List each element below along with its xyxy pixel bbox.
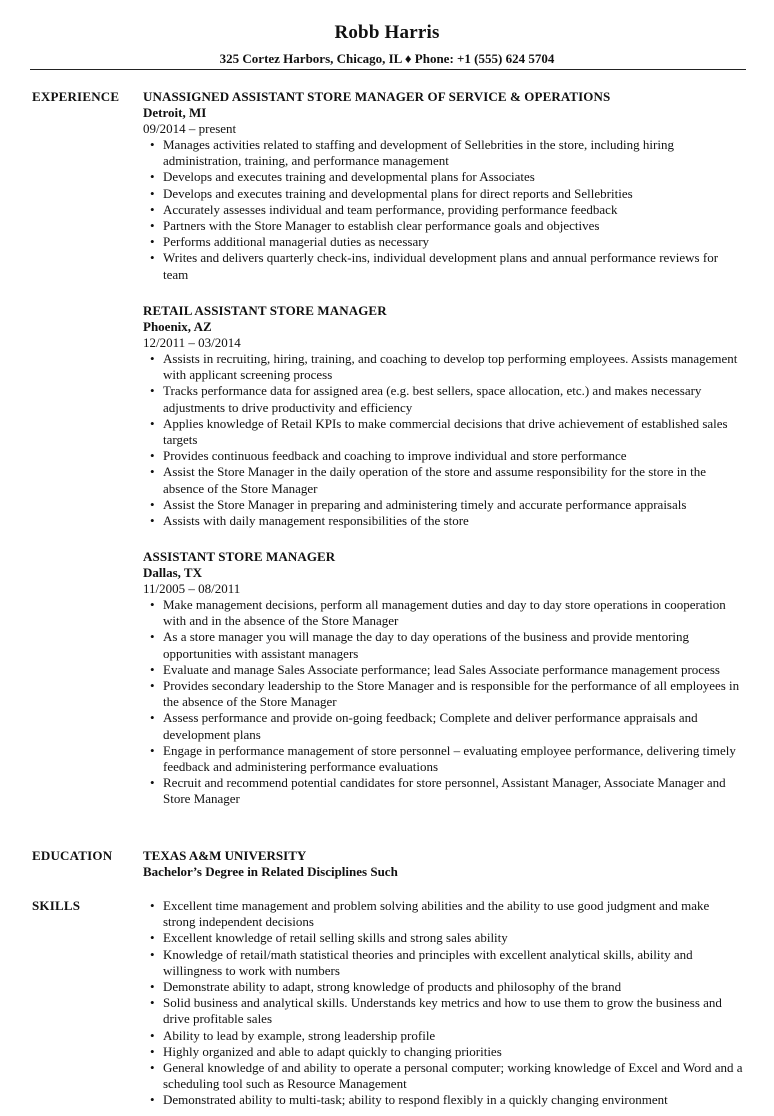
list-item: • Assist the Store Manager in the daily operation of the store and assume responsibility for the store in the absence of the Store Manager xyxy=(163,464,743,496)
job-dates: 11/2005 – 08/2011 xyxy=(143,581,241,596)
list-item: • Solid business and analytical skills. Understands key metrics and how to use them to grow the business and drive profitable sales xyxy=(163,995,743,1027)
list-item: • Manages activities related to staffing and development of Sellebrities in the store, including hiring administration, training, and performance management xyxy=(163,137,743,169)
job-1 xyxy=(143,89,743,283)
list-item: • Partners with the Store Manager to establish clear performance goals and objectives xyxy=(163,218,743,234)
list-item: • Accurately assesses individual and team performance, providing performance feedback xyxy=(163,202,743,218)
education-entry xyxy=(143,848,743,880)
list-item: • As a store manager you will manage the day to day operations of the business and provide mentoring opportunities with assistant managers xyxy=(163,629,743,661)
job-dates: 12/2011 – 03/2014 xyxy=(143,335,241,350)
list-item: • Demonstrated ability to multi-task; ability to respond flexibly in a quickly changing environment xyxy=(163,1092,743,1108)
header-divider xyxy=(30,69,746,70)
list-item: • Applies knowledge of Retail KPIs to make commercial decisions that drive achievement of established sales targets xyxy=(163,416,743,448)
school-name: TEXAS A&M UNIVERSITY xyxy=(143,848,307,863)
list-item: • General knowledge of and ability to operate a personal computer; working knowledge of Excel and Word and a scheduling tool such as Resource Management xyxy=(163,1060,743,1092)
list-item: • Develops and executes training and developmental plans for Associates xyxy=(163,169,743,185)
job-title: UNASSIGNED ASSISTANT STORE MANAGER OF SERVICE & OPERATIONS xyxy=(143,89,611,104)
degree: Bachelor’s Degree in Related Disciplines Such xyxy=(143,864,398,879)
list-item: • Highly organized and able to adapt quickly to changing priorities xyxy=(163,1044,743,1060)
job-dates: 09/2014 – present xyxy=(143,121,237,136)
list-item: • Engage in performance management of store personnel – evaluating employee performance, delivering timely feedback and administering performance evaluations xyxy=(163,743,743,775)
experience-label: EXPERIENCE xyxy=(32,89,120,104)
job-location: Detroit, MI xyxy=(143,105,207,120)
job-3 xyxy=(143,549,743,808)
list-item: • Provides continuous feedback and coaching to improve individual and store performance xyxy=(163,448,743,464)
job-title: ASSISTANT STORE MANAGER xyxy=(143,549,336,564)
list-item: • Excellent knowledge of retail selling skills and strong sales ability xyxy=(163,930,743,946)
job-location: Dallas, TX xyxy=(143,565,202,580)
job-bullets xyxy=(143,137,743,283)
contact-line: 325 Cortez Harbors, Chicago, IL ♦ Phone: +1 (555) 624 5704 xyxy=(219,51,555,66)
list-item: • Demonstrate ability to adapt, strong knowledge of products and philosophy of the brand xyxy=(163,979,743,995)
list-item: • Tracks performance data for assigned area (e.g. best sellers, space allocation, etc.) and makes necessary adjustments to drive productivity and efficiency xyxy=(163,383,743,415)
list-item: • Assess performance and provide on-going feedback; Complete and deliver performance appraisals and development plans xyxy=(163,710,743,742)
list-item: • Make management decisions, perform all management duties and day to day store operations in cooperation with and in the absence of the Store Manager xyxy=(163,597,743,629)
skills-list xyxy=(143,898,743,1109)
job-bullets xyxy=(143,351,743,529)
list-item: • Knowledge of retail/math statistical theories and principles with excellent analytical skills, ability and willingness to work with numbers xyxy=(163,947,743,979)
education-label: EDUCATION xyxy=(32,848,113,863)
job-bullets xyxy=(143,597,743,808)
list-item: • Ability to lead by example, strong leadership profile xyxy=(163,1028,743,1044)
job-location: Phoenix, AZ xyxy=(143,319,212,334)
list-item: • Assists in recruiting, hiring, training, and coaching to develop top performing employees. Assists management with applicant screening process xyxy=(163,351,743,383)
list-item: • Writes and delivers quarterly check-ins, individual development plans and annual performance reviews for team xyxy=(163,250,743,282)
list-item: • Assist the Store Manager in preparing and administering timely and accurate performance appraisals xyxy=(163,497,743,513)
list-item: • Excellent time management and problem solving abilities and the ability to use good judgment and make strong independent decisions xyxy=(163,898,743,930)
job-title: RETAIL ASSISTANT STORE MANAGER xyxy=(143,303,387,318)
skills-label: SKILLS xyxy=(32,898,81,913)
list-item: • Performs additional managerial duties as necessary xyxy=(163,234,743,250)
list-item: • Assists with daily management responsibilities of the store xyxy=(163,513,743,529)
list-item: • Develops and executes training and developmental plans for direct reports and Sellebrities xyxy=(163,186,743,202)
candidate-name: Robb Harris xyxy=(334,22,440,43)
list-item: • Recruit and recommend potential candidates for store personnel, Assistant Manager, Associate Manager and Store Manager xyxy=(163,775,743,807)
list-item: • Provides secondary leadership to the Store Manager and is responsible for the performance of all employees in the absence of the Store Manager xyxy=(163,678,743,710)
list-item: • Evaluate and manage Sales Associate performance; lead Sales Associate performance management process xyxy=(163,662,743,678)
skills-entry xyxy=(143,898,743,1109)
job-2 xyxy=(143,303,743,529)
